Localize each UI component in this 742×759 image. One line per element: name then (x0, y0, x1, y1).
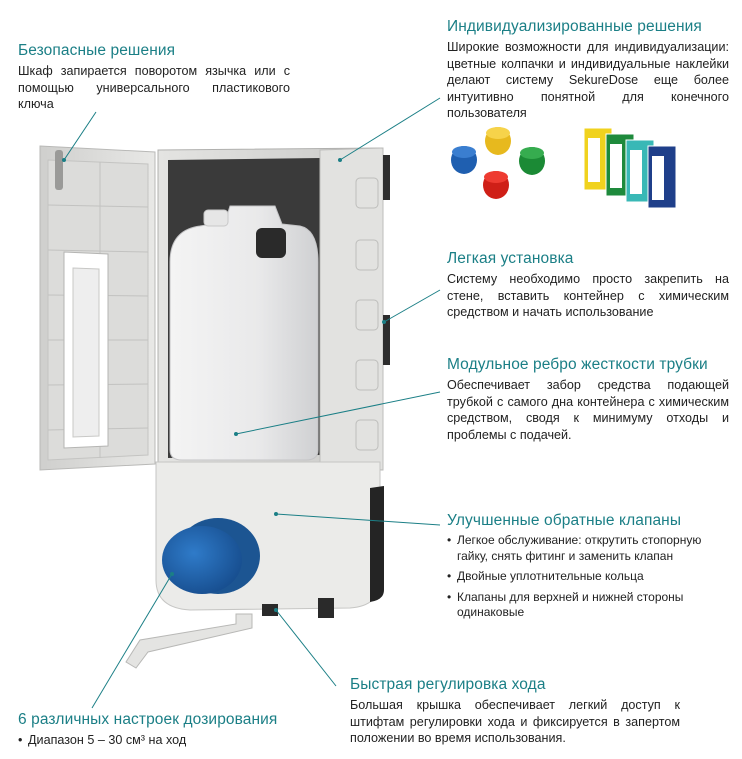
list-item: • Диапазон 5 – 30 см³ на ход (18, 732, 318, 748)
green-cap-icon (519, 147, 545, 175)
list-item: • Легкое обслуживание: открутить стопорную гайку, снять фитинг и заменить клапан (447, 533, 707, 564)
callout-title: Легкая установка (447, 250, 574, 267)
list-item: • Двойные уплотнительные кольца (447, 569, 707, 585)
colored-caps (451, 127, 545, 199)
callout-text: Широкие возможности для индивидуализации: цветные колпачки и индивидуальные наклейки делают систему SekureDose еще более интуитивно понятной для конечного пользователя (447, 40, 729, 121)
blue-cap-icon (451, 146, 477, 174)
callout-text: Большая крышка обеспечивает легкий доступ к штифтам регулировки хода и фиксируется в запертом положении во время использования. (350, 698, 680, 746)
callout-text: Систему необходимо просто закрепить на стене, вставить контейнер с химическим средством и начать использование (447, 272, 729, 320)
callout-text: Шкаф запирается поворотом язычка или с помощью универсального пластикового ключа (18, 64, 290, 112)
lock-icon (55, 150, 63, 190)
callout-title: Быстрая регулировка хода (350, 676, 546, 693)
cabinet-door (40, 146, 155, 470)
callout-title: Модульное ребро жесткости трубки (447, 356, 708, 373)
callout-dosing (18, 711, 318, 753)
callout-stroke (350, 676, 680, 747)
callout-text: Обеспечивает забор средства подающей трубкой с самого дна контейнера с химическим средством, сводя к минимуму отходы и проблемы с подачей. (447, 378, 729, 442)
callout-custom (447, 18, 729, 122)
valves-list (447, 533, 707, 621)
discharge-tube (126, 614, 252, 668)
callout-title: Улучшенные обратные клапаны (447, 512, 682, 529)
yellow-cap-icon (485, 127, 511, 155)
callout-title: 6 различных настроек дозирования (18, 711, 278, 728)
red-cap-icon (483, 171, 509, 199)
callout-title: Индивидуализированные решения (447, 18, 702, 35)
callout-install (447, 250, 729, 321)
dosing-list (18, 732, 318, 748)
callout-rib (447, 356, 729, 443)
list-item: • Клапаны для верхней и нижней стороны одинаковые (447, 590, 707, 621)
label-stickers (584, 128, 676, 208)
callout-safe (18, 42, 290, 113)
callout-title: Безопасные решения (18, 42, 176, 59)
callout-valves (447, 512, 707, 626)
